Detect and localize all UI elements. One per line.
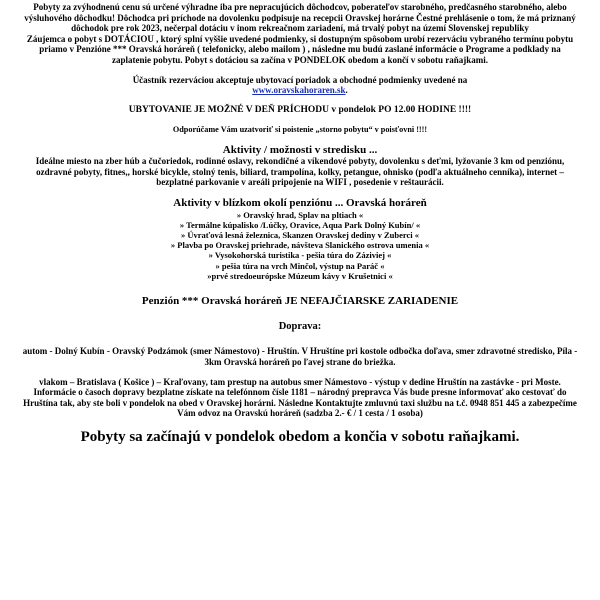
transport-train: vlakom – Bratislava ( Košice ) – Kraľovany, tam prestup na autobus smer Námestovo - výstup v dedine Hruštín na zastávke - pri Moste. (39, 376, 561, 387)
terms-period: . (345, 85, 348, 96)
list-item: »prvé stredoeurópske Múzeum kávy v Krušetnici « (207, 270, 393, 281)
list-item: » pešia túra na vrch Minčol, výstup na Paráč « (215, 260, 385, 271)
arrival-notice: UBYTOVANIE JE MOŽNÉ V DEŇ PRÍCHODU v pondelok PO 12.00 HODINE !!!! (128, 104, 472, 115)
list-item: » Termálne kúpalisko /Lúčky, Oravice, Aqua Park Dolný Kubín/ « (179, 219, 421, 230)
insurance-recommendation: Odporúčame Vám uzatvoriť si poistenie „storno pobytu“ v poisťovni !!!! (172, 124, 428, 134)
intro-paragraph: Pobyty za zvýhodnenú cenu sú určené výhradne iba pre nepracujúcich dôchodcov, poberateľov starobného, predčasného starobného, alebo výsluhového dôchodku! Dôchodca pri príchode na dovolenku podpisuje na recepcii Oravskej horárne Čestné prehlásenie o tom, že má priznaný dôchodok pre rok 2023, nečerpal dotáciu v inom rekreačnom zariadení, má trvalý pobyt na území Slovenskej republiky (24, 2, 576, 34)
list-item: » Plavba po Oravskej priehrade, návšteva Slanického ostrova umenia « (170, 240, 430, 251)
nearby-heading: Aktivity v blízkom okolí penziónu ... Oravská horáreň (173, 197, 427, 210)
list-item: » Oravský hrad, Splav na pltiach « (236, 209, 364, 220)
transport-info: Informácie o časoch dopravy bezplatne získate na telefónnom čísle 1181 – národný prepravca Vás bude presne informovať ako cestovať do Hruštína tak, aby ste boli v pondelok na obed v Oravskej horárni. Následne Kontaktujte zmluvnú taxi službu na t.č. 0948 851 445 a zabezpečíme Vám odvoz na Oravskú horáreň (sadzba 2.- € / 1 cesta / 1 osoba) (23, 387, 577, 419)
dotacia-paragraph: Záujemca o pobyt s DOTÁCIOU , ktorý splní vyššie uvedené podmienky, si dostupným spôsobom urobí rezerváciu vybraného termínu pobytu priamo v Penzióne *** Oravská horáreň ( telefonicky, alebo mailom ) , následne mu budú zaslané informácie o Programe a podklady na zaplatenie pobytu. Pobyt s dotáciou sa začína v PONDELOK obedom a končí v sobotu raňajkami. (26, 33, 574, 65)
terms-text-label: Účastník rezerváciou akceptuje ubytovací poriadok a obchodné podmienky uvedené na (132, 74, 468, 85)
list-item: » Úvraťová lesná železnica, Skanzen Oravskej dediny v Zuberci « (180, 229, 420, 240)
terms-text (22, 75, 578, 96)
transport-car: autom - Dolný Kubín - Oravský Podzámok (smer Námestovo) - Hruštín. V Hruštíne pri kostole odbočka doľava, smer zdravotné stredisko, Píla - 3km Oravská horáreň po ľavej strane do briežka. (22, 346, 578, 368)
transport-heading: Doprava: (278, 321, 322, 333)
activities-heading: Aktivity / možnosti v stredisku ... (222, 143, 378, 156)
nearby-list (22, 210, 578, 281)
final-note: Pobyty sa začínajú v pondelok obedom a končia v sobotu raňajkami. (80, 429, 520, 446)
list-item: » Vysokohorská turistika - pešia túra do Záziviej « (208, 250, 392, 261)
activities-text: Ideálne miesto na zber húb a čučoriedok, rodinné oslavy, rekondičné a víkendové pobyty, dovolenku s deťmi, lyžovanie 3 km od penziónu, ozdravné pobyty, fitnes,, horské bicykle, stolný tenis, biliard, trampolína, kolky, petangue, ohnisko (podľa aktuálneho cenníka), internet – bezplatné parkovanie v areáli pripojenie na WIFI , posedenie v reštaurácii. (35, 156, 565, 188)
nonsmoking-notice: Penzión *** Oravská horáreň JE NEFAJČIARSKE ZARIADENIE (141, 294, 459, 307)
website-link[interactable]: www.oravskahoraren.sk (252, 85, 346, 96)
